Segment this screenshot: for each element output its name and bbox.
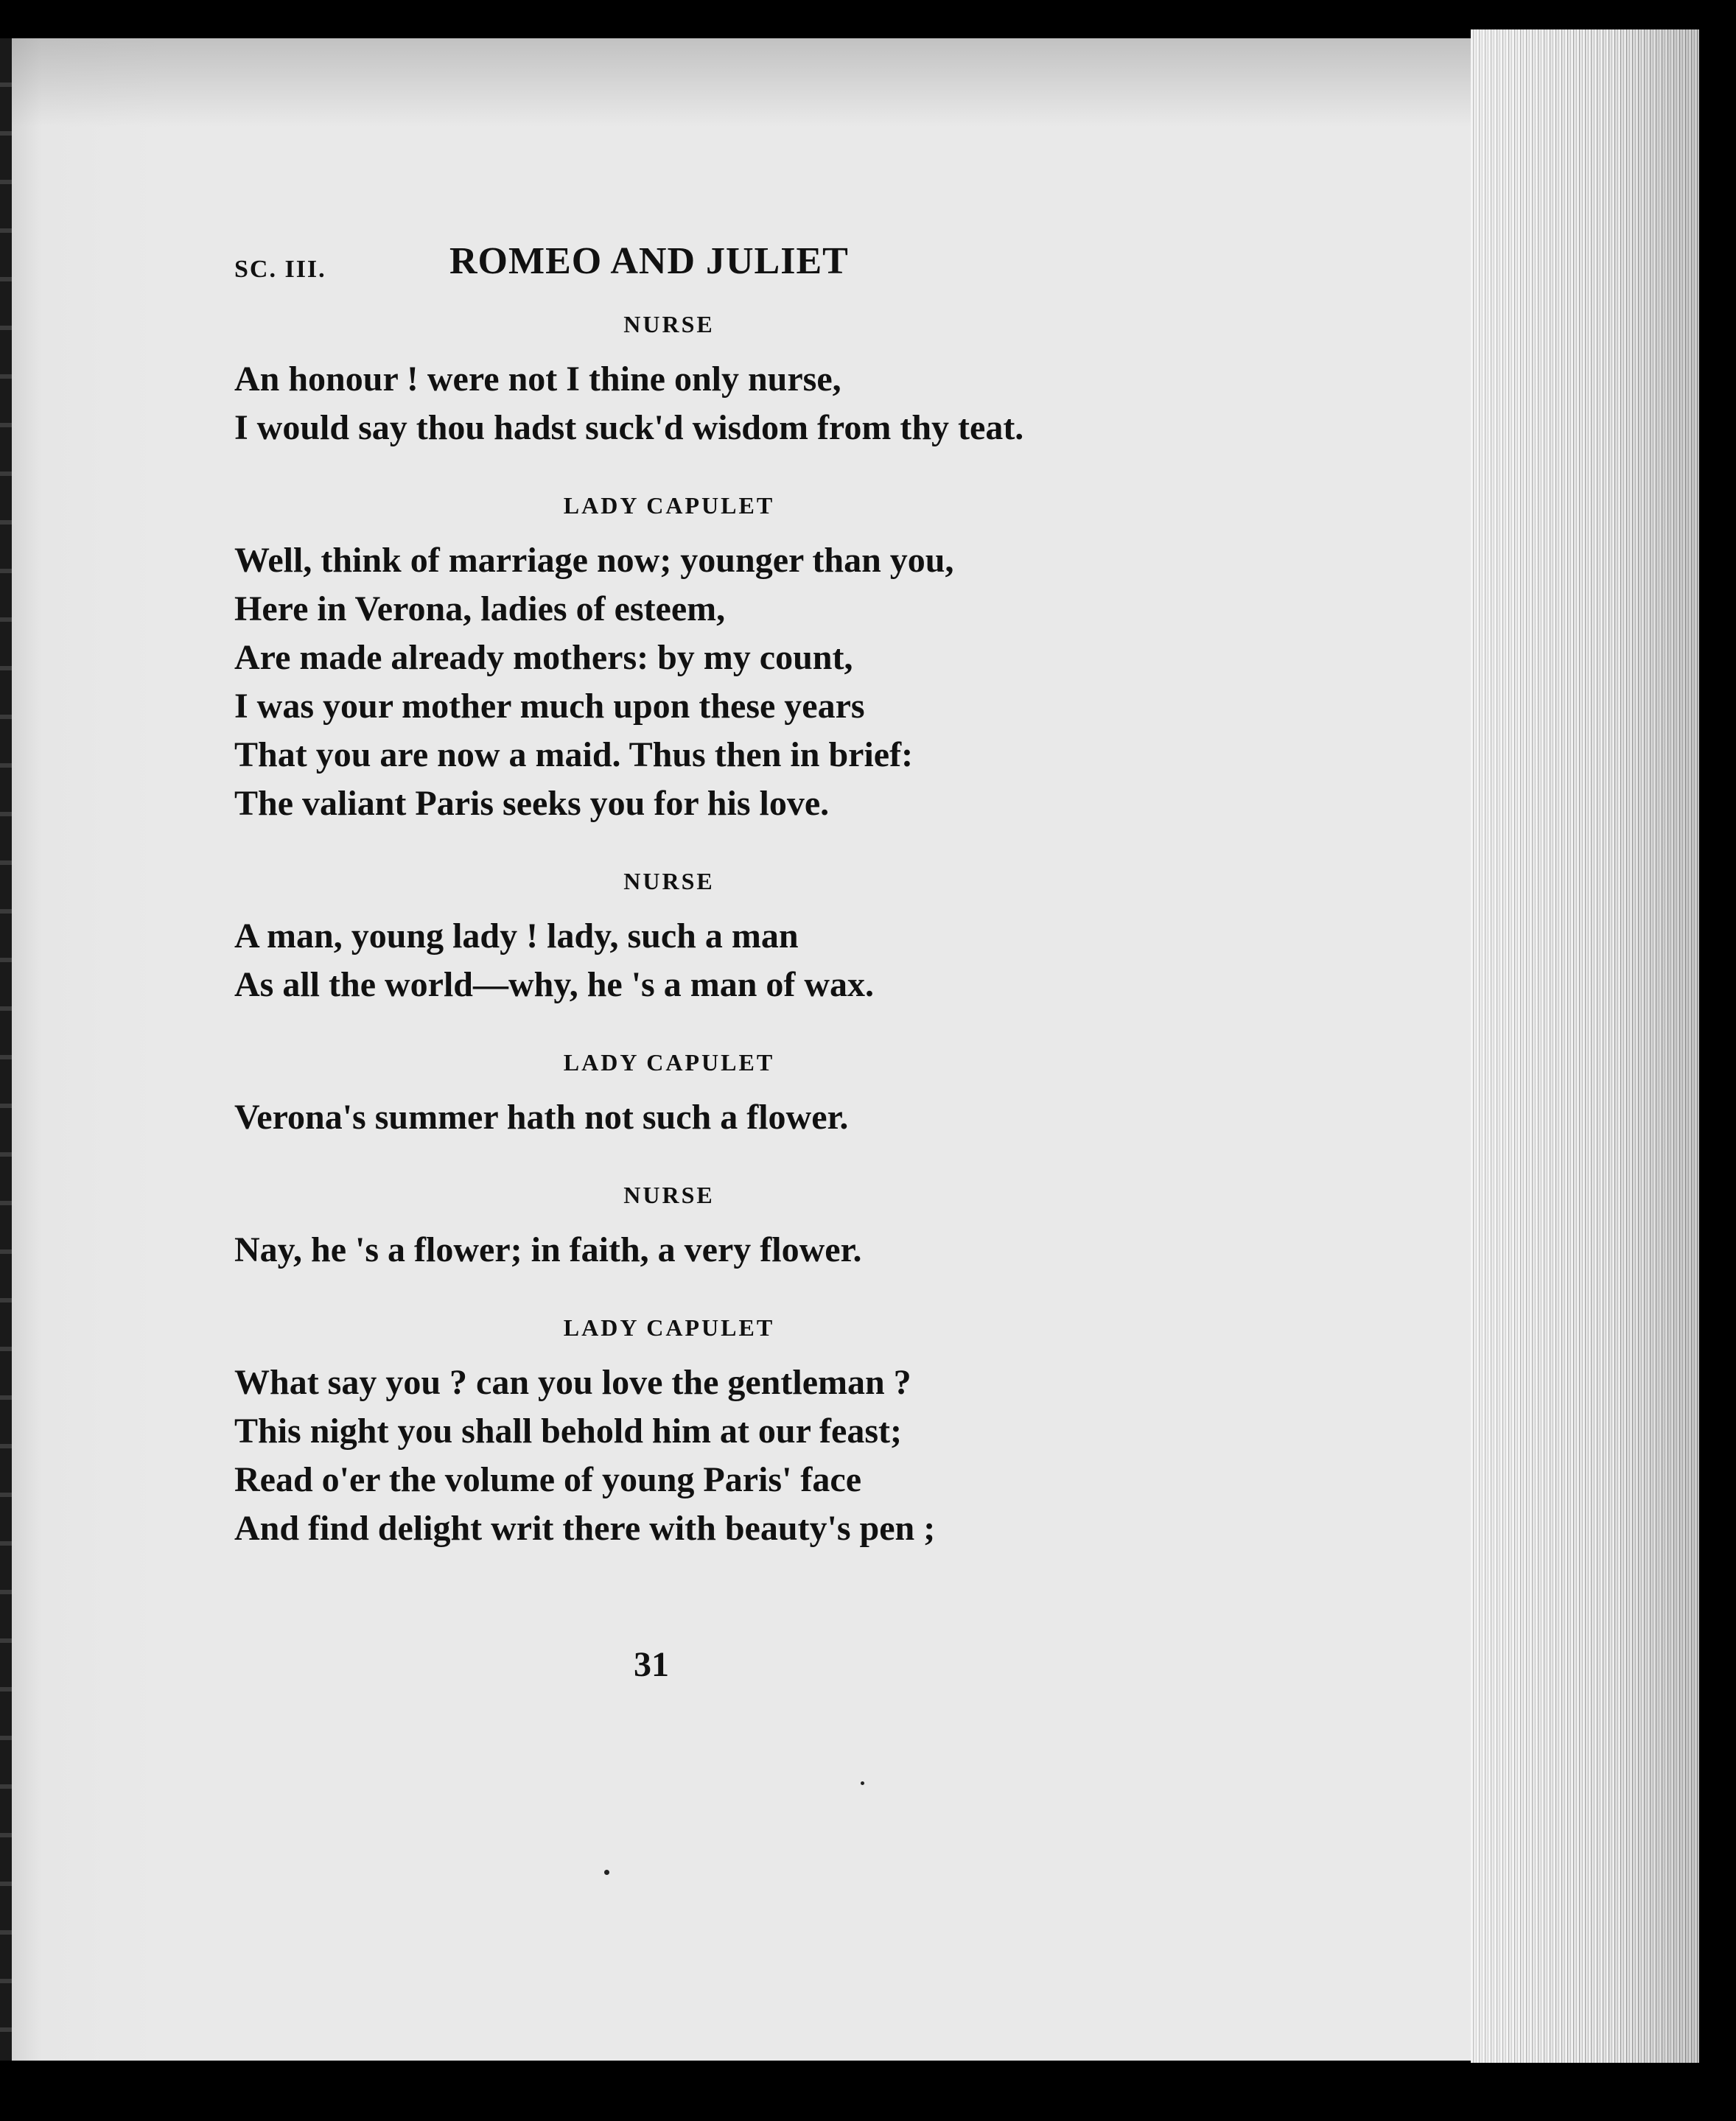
verse-line: Well, think of marriage now; younger than you, xyxy=(234,541,954,580)
speech-block xyxy=(234,309,1384,452)
verse-line: I would say thou hadst suck'd wisdom from thy teat. xyxy=(234,408,1024,447)
speech-block xyxy=(234,866,1384,1009)
speech-block xyxy=(234,491,1384,828)
verse-line: The valiant Paris seeks you for his love. xyxy=(234,784,830,823)
speaker-name: NURSE xyxy=(623,311,715,337)
speaker-name: LADY CAPULET xyxy=(563,1049,775,1076)
scene-label: SC. III. xyxy=(234,256,326,283)
verse-line: That you are now a maid. Thus then in brief: xyxy=(234,735,914,774)
running-head xyxy=(234,239,971,291)
verse-line: Verona's summer hath not such a flower. xyxy=(234,1098,849,1137)
speech-block xyxy=(234,1313,1384,1553)
verse-line: And find delight writ there with beauty's pen ; xyxy=(234,1509,936,1548)
verse-line: Here in Verona, ladies of esteem, xyxy=(234,589,726,628)
verse-line: Read o'er the volume of young Paris' face xyxy=(234,1460,861,1499)
speaker-name: NURSE xyxy=(623,1182,715,1208)
speech-block xyxy=(234,1048,1384,1142)
verse-line: As all the world—why, he 's a man of wax. xyxy=(234,965,875,1004)
verse-line: An honour ! were not I thine only nurse, xyxy=(234,360,841,399)
speech-block xyxy=(234,1180,1384,1275)
play-text xyxy=(234,309,1384,1553)
verse-line: This night you shall behold him at our feast; xyxy=(234,1412,902,1451)
ink-speck xyxy=(604,1870,609,1875)
verse-line: Are made already mothers: by my count, xyxy=(234,638,853,677)
speaker-name: LADY CAPULET xyxy=(563,1314,775,1341)
ink-speck xyxy=(861,1781,864,1785)
verse-line: I was your mother much upon these years xyxy=(234,687,865,726)
speaker-name: LADY CAPULET xyxy=(563,492,775,519)
verse-line: What say you ? can you love the gentleman ? xyxy=(234,1363,911,1402)
page-edges-shading xyxy=(1471,29,1699,2063)
speaker-name: NURSE xyxy=(623,868,715,894)
verse-line: Nay, he 's a flower; in faith, a very flower. xyxy=(234,1230,862,1269)
page-title: ROMEO AND JULIET xyxy=(449,240,849,282)
page-number: 31 xyxy=(634,1645,669,1684)
verse-line: A man, young lady ! lady, such a man xyxy=(234,916,799,956)
page-top-shadow xyxy=(12,38,1471,127)
